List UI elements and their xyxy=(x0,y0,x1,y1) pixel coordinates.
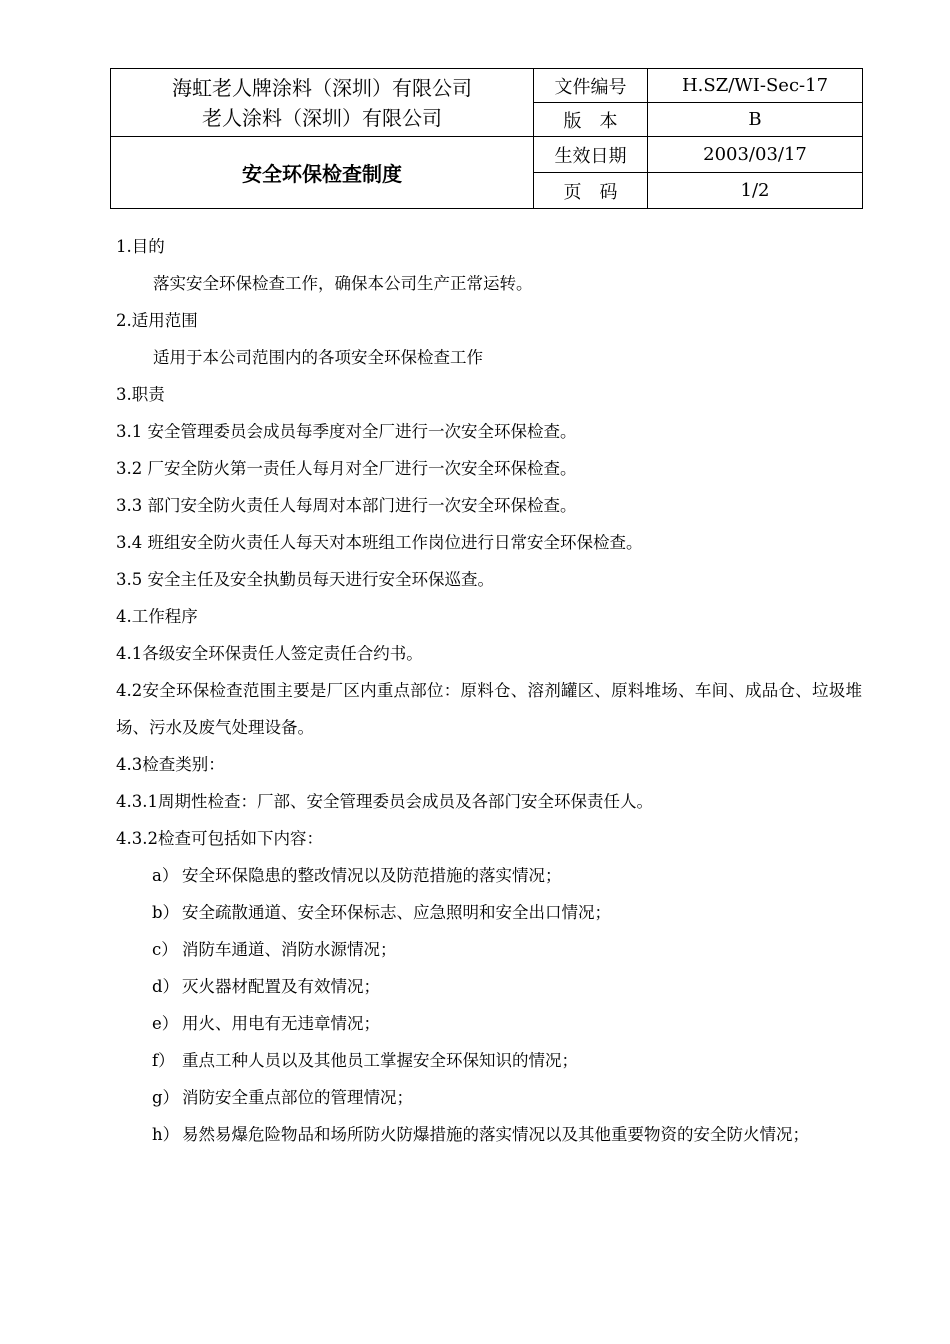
check-item-mark: c） xyxy=(152,940,178,959)
document-header-table xyxy=(110,68,863,209)
procedure-4-1: 4.1各级安全环保责任人签定责任合约书。 xyxy=(116,644,423,663)
effective-date-value: 2003/03/17 xyxy=(648,137,863,173)
check-item xyxy=(116,1116,862,1153)
effective-date-label: 生效日期 xyxy=(534,137,648,173)
check-item-text: 灭火器材配置及有效情况； xyxy=(182,977,380,996)
version-label: 版 本 xyxy=(534,103,648,137)
company-name-line1: 海虹老人牌涂料（深圳）有限公司 xyxy=(172,75,472,100)
procedure-4-3-1: 4.3.1周期性检查：厂部、安全管理委员会成员及各部门安全环保责任人。 xyxy=(116,792,653,811)
check-item-text: 重点工种人员以及其他员工掌握安全环保知识的情况； xyxy=(182,1051,578,1070)
check-item-text: 易然易爆危险物品和场所防火防爆措施的落实情况以及其他重要物资的安全防火情况； xyxy=(182,1125,809,1144)
check-item-mark: b） xyxy=(152,903,180,922)
check-item xyxy=(116,1079,862,1116)
check-item xyxy=(116,857,862,894)
section-2-title: 2.适用范围 xyxy=(116,311,198,330)
check-item-text: 安全环保隐患的整改情况以及防范措施的落实情况； xyxy=(182,866,562,885)
doc-no-value: H.SZ/WI-Sec-17 xyxy=(648,69,863,103)
section-4-title: 4.工作程序 xyxy=(116,607,198,626)
doc-no-label: 文件编号 xyxy=(534,69,648,103)
document-body xyxy=(116,228,862,1153)
procedure-4-3: 4.3检查类别： xyxy=(116,755,225,774)
check-item-mark: a） xyxy=(152,866,179,885)
version-value: B xyxy=(648,103,863,137)
page-value: 1/2 xyxy=(648,173,863,209)
check-item-mark: e） xyxy=(152,1014,179,1033)
section-1-title: 1.目的 xyxy=(116,237,165,256)
check-item-text: 用火、用电有无违章情况； xyxy=(182,1014,380,1033)
section-1-text: 落实安全环保检查工作，确保本公司生产正常运转。 xyxy=(153,274,533,293)
check-item-mark: d） xyxy=(152,977,180,996)
procedure-4-2: 4.2安全环保检查范围主要是厂区内重点部位：原料仓、溶剂罐区、原料堆场、车间、成品仓、垃圾堆场、污水及废气处理设备。 xyxy=(116,681,862,737)
responsibility-item: 3.1 安全管理委员会成员每季度对全厂进行一次安全环保检查。 xyxy=(116,422,577,441)
check-item-text: 消防车通道、消防水源情况； xyxy=(182,940,397,959)
company-name-cell xyxy=(111,69,534,137)
responsibility-item: 3.5 安全主任及安全执勤员每天进行安全环保巡查。 xyxy=(116,570,494,589)
check-item-text: 消防安全重点部位的管理情况； xyxy=(182,1088,413,1107)
procedure-4-3-2: 4.3.2检查可包括如下内容： xyxy=(116,829,323,848)
check-item xyxy=(116,1042,862,1079)
check-item xyxy=(116,968,862,1005)
responsibility-item: 3.2 厂安全防火第一责任人每月对全厂进行一次安全环保检查。 xyxy=(116,459,577,478)
check-item-mark: f） xyxy=(152,1051,175,1070)
document-title: 安全环保检查制度 xyxy=(111,137,534,209)
responsibility-item: 3.4 班组安全防火责任人每天对本班组工作岗位进行日常安全环保检查。 xyxy=(116,533,643,552)
section-2-text: 适用于本公司范围内的各项安全环保检查工作 xyxy=(153,348,483,367)
responsibility-item: 3.3 部门安全防火责任人每周对本部门进行一次安全环保检查。 xyxy=(116,496,577,515)
check-item-mark: h） xyxy=(152,1125,180,1144)
section-3-title: 3.职责 xyxy=(116,385,165,404)
company-name-line2: 老人涂料（深圳）有限公司 xyxy=(202,105,442,130)
check-item-mark: g） xyxy=(152,1088,180,1107)
check-item xyxy=(116,931,862,968)
page-label: 页 码 xyxy=(534,173,648,209)
check-item xyxy=(116,1005,862,1042)
check-item xyxy=(116,894,862,931)
check-item-text: 安全疏散通道、安全环保标志、应急照明和安全出口情况； xyxy=(182,903,611,922)
